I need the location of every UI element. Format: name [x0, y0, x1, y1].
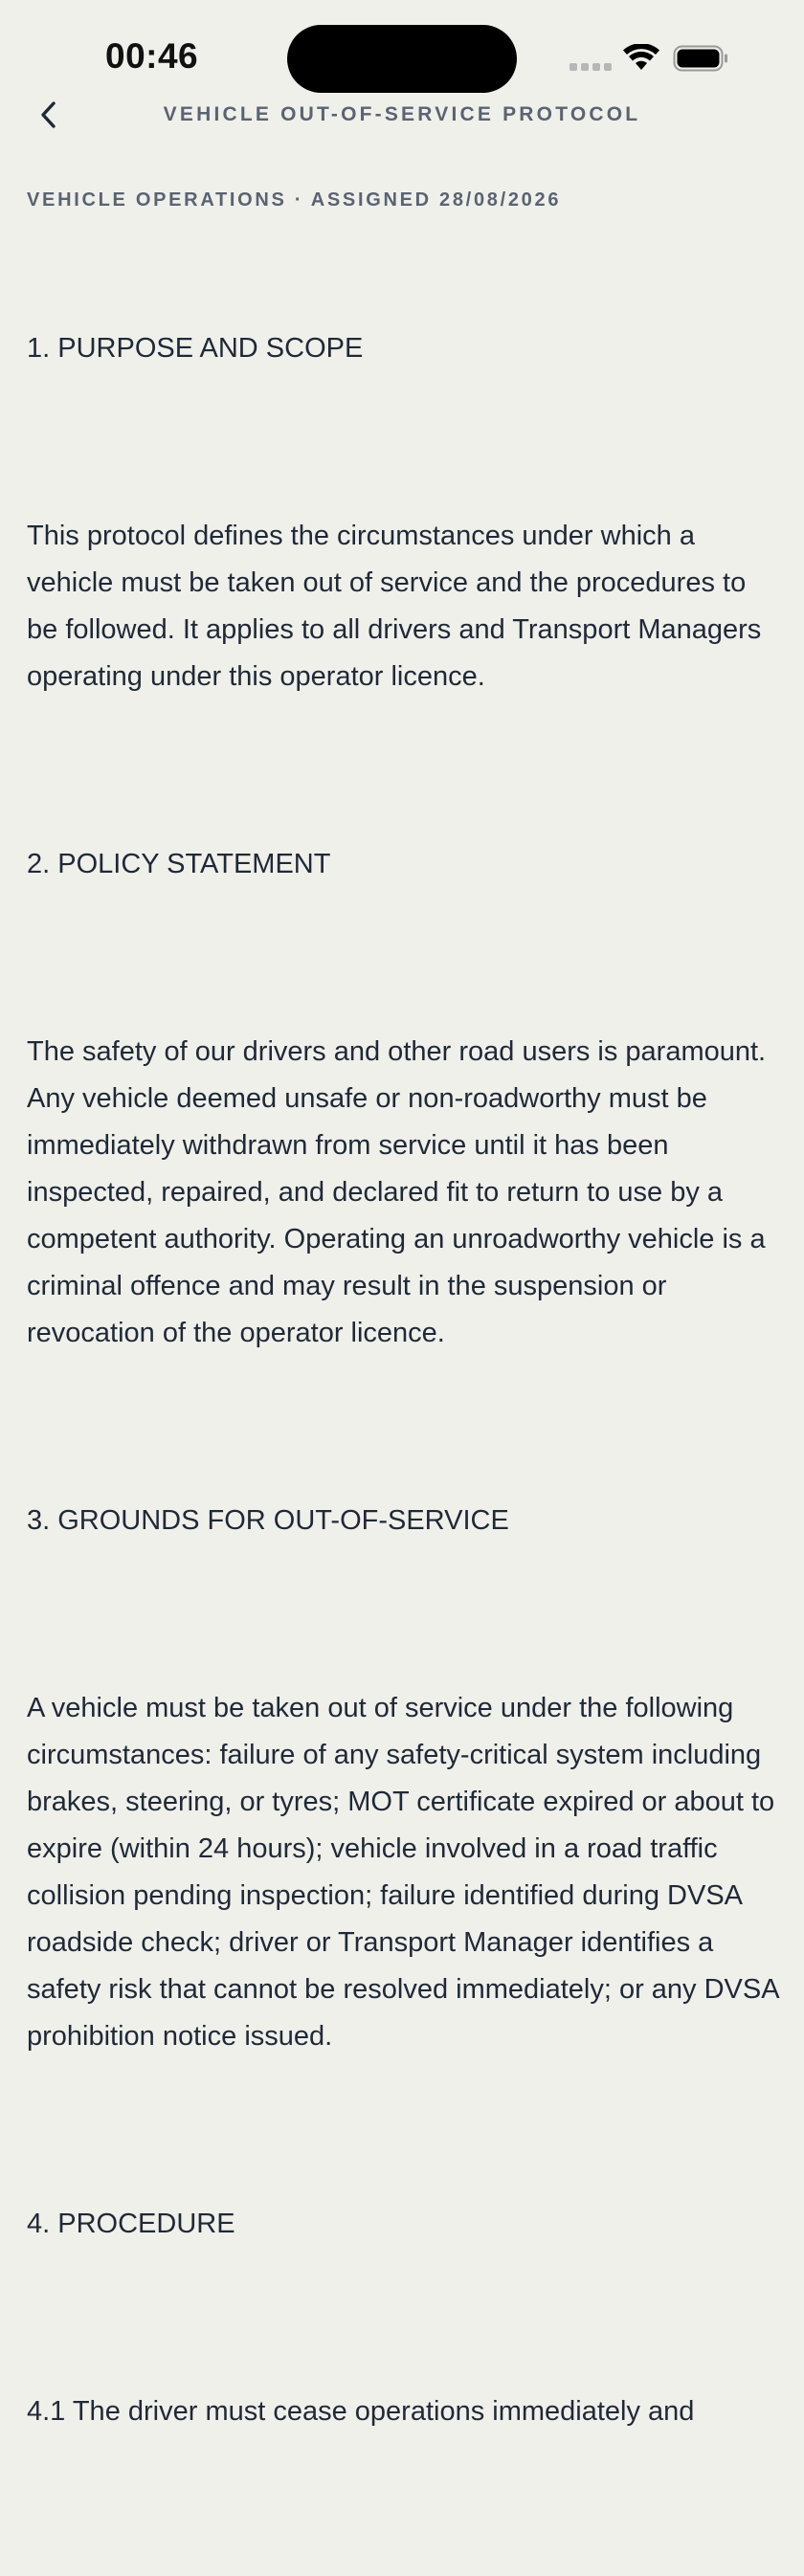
wifi-icon	[622, 44, 660, 73]
dynamic-island	[287, 25, 517, 93]
section-paragraph: 4.1 The driver must cease operations immediately and	[27, 2396, 695, 2427]
document-content	[27, 188, 787, 2576]
nav-bar	[0, 86, 804, 144]
document-body	[27, 232, 787, 2576]
document-meta: VEHICLE OPERATIONS · ASSIGNED 28/08/2026	[27, 189, 562, 211]
section-heading: 1. PURPOSE AND SCOPE	[27, 333, 364, 364]
section-paragraph: This protocol defines the circumstances under which a vehicle must be taken out of service and the procedures to be followed. It applies to all drivers and Transport Managers operating under this operator licence.	[27, 521, 770, 692]
section-heading: 4. PROCEDURE	[27, 2209, 235, 2239]
battery-icon	[673, 45, 728, 72]
page-title: VEHICLE OUT-OF-SERVICE PROTOCOL	[163, 103, 641, 125]
status-time: 00:46	[105, 36, 199, 76]
section-heading: 2. POLICY STATEMENT	[27, 849, 331, 879]
section-paragraph: The safety of our drivers and other road users is paramount. Any vehicle deemed unsafe or non-roadworthy must be immediately withdrawn from service until it has been inspected, repaired, and declared fit to return to use by a competent authority. Operating an unroadworthy vehicle is a criminal offence and may result in the suspension or revocation of the operator licence.	[27, 1036, 773, 1348]
section-paragraph: A vehicle must be taken out of service under the following circumstances: failure of any safety-critical system including brakes, steering, or tyres; MOT certificate expired or about to expire (within 24 hours); vehicle involved in a road traffic collision pending inspection; failure identified during DVSA roadside check; driver or Transport Manager identifies a safety risk that cannot be resolved immediately; or any DVSA prohibition notice issued.	[27, 1693, 787, 2052]
section-heading: 3. GROUNDS FOR OUT-OF-SERVICE	[27, 1505, 509, 1536]
cellular-signal-icon	[570, 63, 612, 71]
